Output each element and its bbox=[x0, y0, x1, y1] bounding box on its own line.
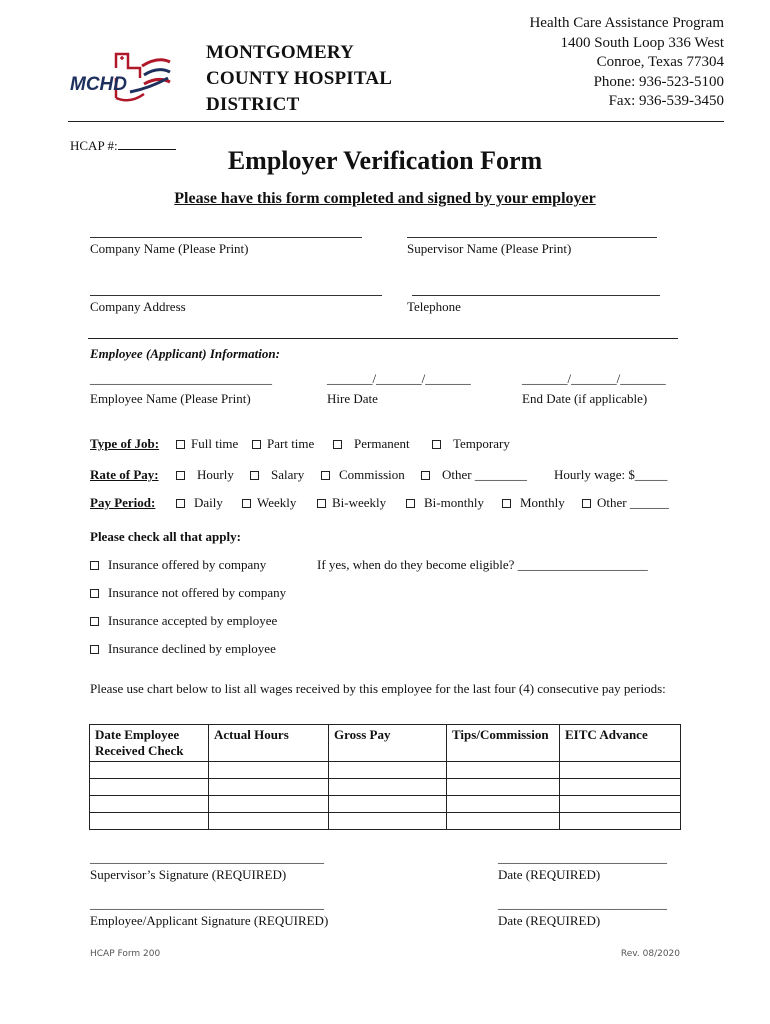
option-label: Insurance accepted by employee bbox=[108, 613, 278, 628]
table-cell[interactable] bbox=[209, 813, 329, 830]
table-row bbox=[90, 779, 681, 796]
table-cell[interactable] bbox=[447, 762, 560, 779]
fax-number: Fax: 936-539-3450 bbox=[608, 93, 724, 109]
checkbox-icon[interactable] bbox=[252, 440, 261, 449]
pay-period-bimonthly-checkbox[interactable] bbox=[406, 495, 484, 511]
job-type-full-time-checkbox[interactable] bbox=[176, 436, 238, 452]
table-cell[interactable] bbox=[560, 762, 681, 779]
job-type-part-time-checkbox[interactable] bbox=[252, 436, 314, 452]
checkbox-icon[interactable] bbox=[176, 499, 185, 508]
job-type-temporary-checkbox[interactable] bbox=[432, 436, 510, 452]
supervisor-date-line[interactable]: __________________________ bbox=[498, 850, 667, 865]
table-cell[interactable] bbox=[329, 762, 447, 779]
column-header-hours: Actual Hours bbox=[209, 725, 329, 762]
street-address: 1400 South Loop 336 West bbox=[560, 34, 724, 51]
pay-rate-label: Rate of Pay: bbox=[90, 467, 159, 482]
option-label: Hourly bbox=[197, 467, 234, 482]
table-cell[interactable] bbox=[209, 762, 329, 779]
contact-block bbox=[529, 14, 724, 112]
company-address-label: Company Address bbox=[90, 299, 186, 314]
hcap-label: HCAP #: bbox=[70, 138, 118, 153]
table-cell[interactable] bbox=[447, 796, 560, 813]
column-header-eitc: EITC Advance bbox=[560, 725, 681, 762]
table-cell[interactable] bbox=[90, 813, 209, 830]
pay-period-biweekly-checkbox[interactable] bbox=[317, 495, 386, 511]
option-label: Part time bbox=[267, 436, 315, 451]
org-line: DISTRICT bbox=[206, 94, 300, 115]
table-row bbox=[90, 813, 681, 830]
option-label: Insurance declined by employee bbox=[108, 641, 276, 656]
insurance-accepted-checkbox[interactable] bbox=[90, 613, 277, 629]
section-divider bbox=[88, 338, 678, 339]
checkbox-icon[interactable] bbox=[432, 440, 441, 449]
employee-date-line[interactable]: __________________________ bbox=[498, 896, 667, 911]
checkbox-icon[interactable] bbox=[321, 471, 330, 480]
table-cell[interactable] bbox=[560, 813, 681, 830]
checkbox-icon[interactable] bbox=[176, 471, 185, 480]
job-type-permanent-checkbox[interactable] bbox=[333, 436, 410, 452]
insurance-not-offered-checkbox[interactable] bbox=[90, 585, 286, 601]
table-cell[interactable] bbox=[90, 762, 209, 779]
program-name: Health Care Assistance Program bbox=[529, 15, 724, 31]
option-label: Monthly bbox=[520, 495, 565, 510]
option-label: Salary bbox=[271, 467, 305, 482]
option-label: Insurance not offered by company bbox=[108, 585, 287, 600]
org-line: MONTGOMERY bbox=[206, 42, 355, 63]
header-divider bbox=[68, 121, 724, 122]
wage-table-header bbox=[90, 725, 681, 762]
hire-date-label: Hire Date bbox=[327, 391, 378, 406]
form-title: Employer Verification Form bbox=[227, 146, 543, 175]
pay-rate-salary-checkbox[interactable] bbox=[250, 467, 304, 483]
employee-signature-label: Employee/Applicant Signature (REQUIRED) bbox=[90, 913, 329, 928]
hire-date-blank[interactable]: _______/_______/_______ bbox=[327, 371, 471, 386]
column-header-date: Date Employee Received Check bbox=[90, 725, 209, 762]
option-label: Bi-monthly bbox=[424, 495, 484, 510]
option-label: Other ________ bbox=[442, 467, 527, 482]
check-all-heading: Please check all that apply: bbox=[90, 529, 241, 544]
table-cell[interactable] bbox=[447, 779, 560, 796]
checkbox-icon[interactable] bbox=[90, 589, 99, 598]
table-cell[interactable] bbox=[90, 779, 209, 796]
table-row bbox=[90, 796, 681, 813]
checkbox-icon[interactable] bbox=[90, 645, 99, 654]
wage-instructions: Please use chart below to list all wages received by this employee for the last four (4) consecutive pay periods: bbox=[90, 681, 666, 696]
table-cell[interactable] bbox=[560, 779, 681, 796]
checkbox-icon[interactable] bbox=[90, 561, 99, 570]
option-label: Daily bbox=[194, 495, 223, 510]
hourly-wage-field[interactable]: Hourly wage: $_____ bbox=[554, 467, 668, 482]
supervisor-signature-line[interactable]: ____________________________________ bbox=[90, 850, 324, 865]
insurance-declined-checkbox[interactable] bbox=[90, 641, 276, 657]
option-label: Temporary bbox=[453, 436, 510, 451]
company-address-line[interactable] bbox=[90, 295, 382, 296]
pay-period-daily-checkbox[interactable] bbox=[176, 495, 223, 511]
pay-rate-commission-checkbox[interactable] bbox=[321, 467, 405, 483]
pay-period-weekly-checkbox[interactable] bbox=[242, 495, 296, 511]
checkbox-icon[interactable] bbox=[242, 499, 251, 508]
pay-period-other-checkbox[interactable] bbox=[582, 495, 669, 511]
checkbox-icon[interactable] bbox=[250, 471, 259, 480]
table-cell[interactable] bbox=[209, 796, 329, 813]
employee-signature-line[interactable]: ____________________________________ bbox=[90, 896, 324, 911]
logo-wordmark: MCHD bbox=[70, 74, 127, 95]
option-label: Other ______ bbox=[597, 495, 669, 510]
job-type-label: Type of Job: bbox=[90, 436, 160, 451]
checkbox-icon[interactable] bbox=[421, 471, 430, 480]
company-name-label: Company Name (Please Print) bbox=[90, 241, 249, 256]
form-subtitle: Please have this form completed and signed by your employer bbox=[174, 190, 596, 207]
end-date-blank[interactable]: _______/_______/_______ bbox=[522, 371, 666, 386]
employee-name-label: Employee Name (Please Print) bbox=[90, 391, 251, 406]
option-label: Permanent bbox=[354, 436, 410, 451]
pay-period-monthly-checkbox[interactable] bbox=[502, 495, 565, 511]
table-cell[interactable] bbox=[90, 796, 209, 813]
checkbox-icon[interactable] bbox=[406, 499, 415, 508]
checkbox-icon[interactable] bbox=[502, 499, 511, 508]
company-name-line[interactable] bbox=[90, 237, 362, 238]
insurance-offered-checkbox[interactable] bbox=[90, 557, 266, 573]
checkbox-icon[interactable] bbox=[333, 440, 342, 449]
revision-date: Rev. 08/2020 bbox=[620, 949, 680, 959]
form-number: HCAP Form 200 bbox=[90, 949, 161, 959]
telephone-label: Telephone bbox=[407, 299, 461, 314]
telephone-line[interactable] bbox=[412, 295, 660, 296]
column-header-gross-pay: Gross Pay bbox=[329, 725, 447, 762]
checkbox-icon[interactable] bbox=[582, 499, 591, 508]
table-cell[interactable] bbox=[209, 779, 329, 796]
city-state-zip: Conroe, Texas 77304 bbox=[596, 54, 724, 70]
option-label: Insurance offered by company bbox=[108, 557, 267, 572]
supervisor-signature-label: Supervisor’s Signature (REQUIRED) bbox=[90, 867, 287, 882]
checkbox-icon[interactable] bbox=[176, 440, 185, 449]
table-cell[interactable] bbox=[447, 813, 560, 830]
checkbox-icon[interactable] bbox=[90, 617, 99, 626]
table-cell[interactable] bbox=[560, 796, 681, 813]
table-row bbox=[90, 762, 681, 779]
pay-period-label: Pay Period: bbox=[90, 495, 156, 510]
employee-date-label: Date (REQUIRED) bbox=[498, 913, 601, 928]
employee-info-heading: Employee (Applicant) Information: bbox=[90, 346, 280, 361]
option-label: Bi-weekly bbox=[332, 495, 387, 510]
end-date-label: End Date (if applicable) bbox=[522, 391, 648, 406]
table-cell[interactable] bbox=[329, 779, 447, 796]
option-label: Full time bbox=[191, 436, 239, 451]
phone-number: Phone: 936-523-5100 bbox=[593, 73, 724, 90]
supervisor-name-line[interactable] bbox=[407, 237, 657, 238]
column-header-tips: Tips/Commission bbox=[447, 725, 560, 762]
supervisor-name-label: Supervisor Name (Please Print) bbox=[407, 241, 572, 256]
pay-rate-hourly-checkbox[interactable] bbox=[176, 467, 234, 483]
org-line: COUNTY HOSPITAL bbox=[206, 68, 393, 89]
checkbox-icon[interactable] bbox=[317, 499, 326, 508]
employee-name-blank[interactable]: ____________________________ bbox=[90, 371, 272, 386]
table-cell[interactable] bbox=[329, 796, 447, 813]
organization-name bbox=[206, 40, 392, 118]
option-label: Commission bbox=[339, 467, 405, 482]
mchd-logo bbox=[70, 48, 172, 110]
supervisor-date-label: Date (REQUIRED) bbox=[498, 867, 601, 882]
table-cell[interactable] bbox=[329, 813, 447, 830]
eligibility-question[interactable]: If yes, when do they become eligible? ____________________ bbox=[317, 557, 648, 572]
wage-table bbox=[89, 724, 681, 830]
pay-rate-other-checkbox[interactable] bbox=[421, 467, 527, 483]
option-label: Weekly bbox=[257, 495, 297, 510]
